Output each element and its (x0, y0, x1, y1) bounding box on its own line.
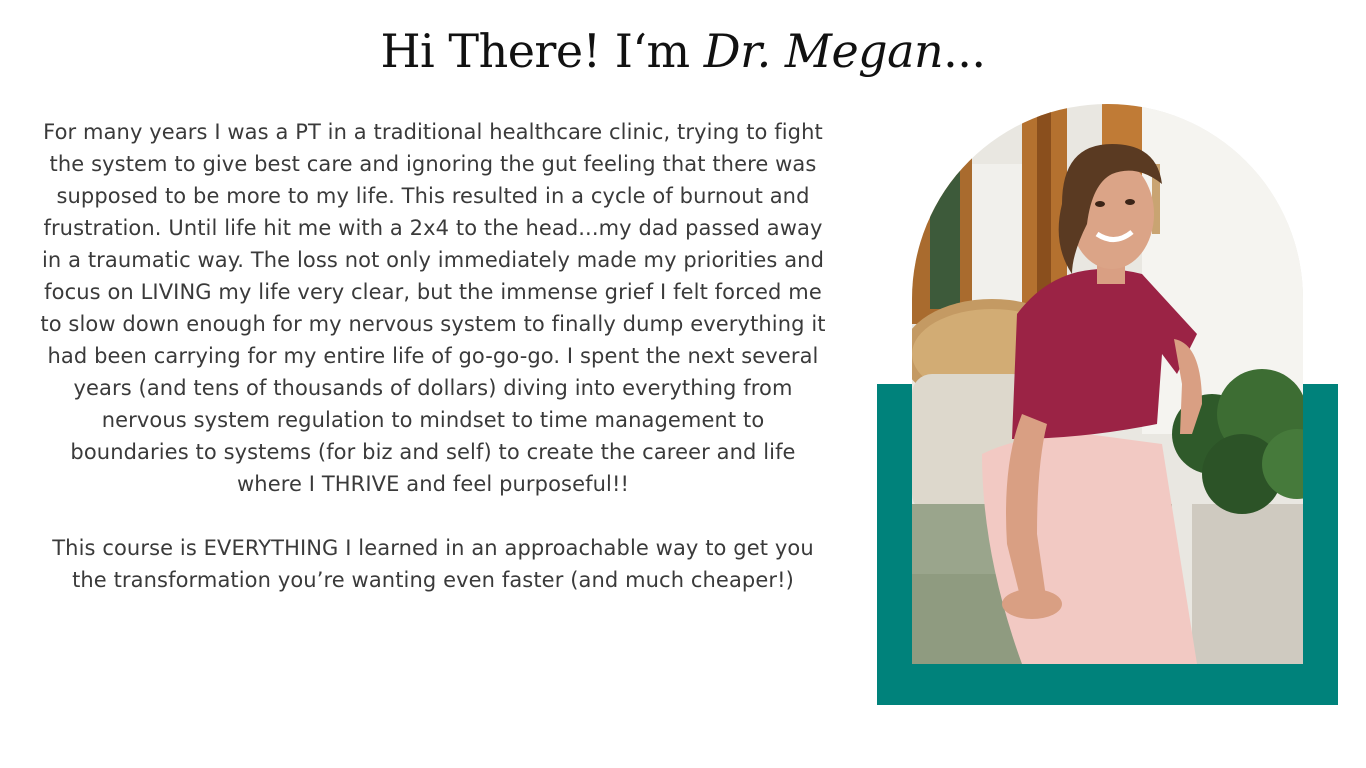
bio-paragraph-1: For many years I was a PT in a traditional healthcare clinic, trying to fight the system to give best care and ignoring the gut feeling that there was supposed to be more to my life. This resulted in a cycle of burnout and frustration. Until life hit me with a 2x4 to the head...my dad passed away in a traumatic way. The loss not only immediately made my priorities and focus on LIVING my life very clear, but the immense grief I felt forced me to slow down enough for my nervous system to finally dump everything it had been carrying for my entire life of go-go-go. I spent the next several years (and tens of thousands of dollars) diving into everything from nervous system regulation to mindset to time management to boundaries to systems (for biz and self) to create the career and life where I THRIVE and feel purposeful!! (40, 120, 826, 496)
portrait-photo (912, 104, 1303, 664)
page-title (0, 18, 1366, 84)
bio-paragraph-2: This course is EVERYTHING I learned in an approachable way to get you the transformation you’re wanting even faster (and much cheaper!) (52, 536, 814, 592)
title-greeting: Hi There! I‘m (380, 24, 704, 78)
title-ellipsis: ... (943, 24, 986, 78)
bio-text (40, 116, 826, 596)
title-name: Dr. Megan (703, 24, 944, 78)
